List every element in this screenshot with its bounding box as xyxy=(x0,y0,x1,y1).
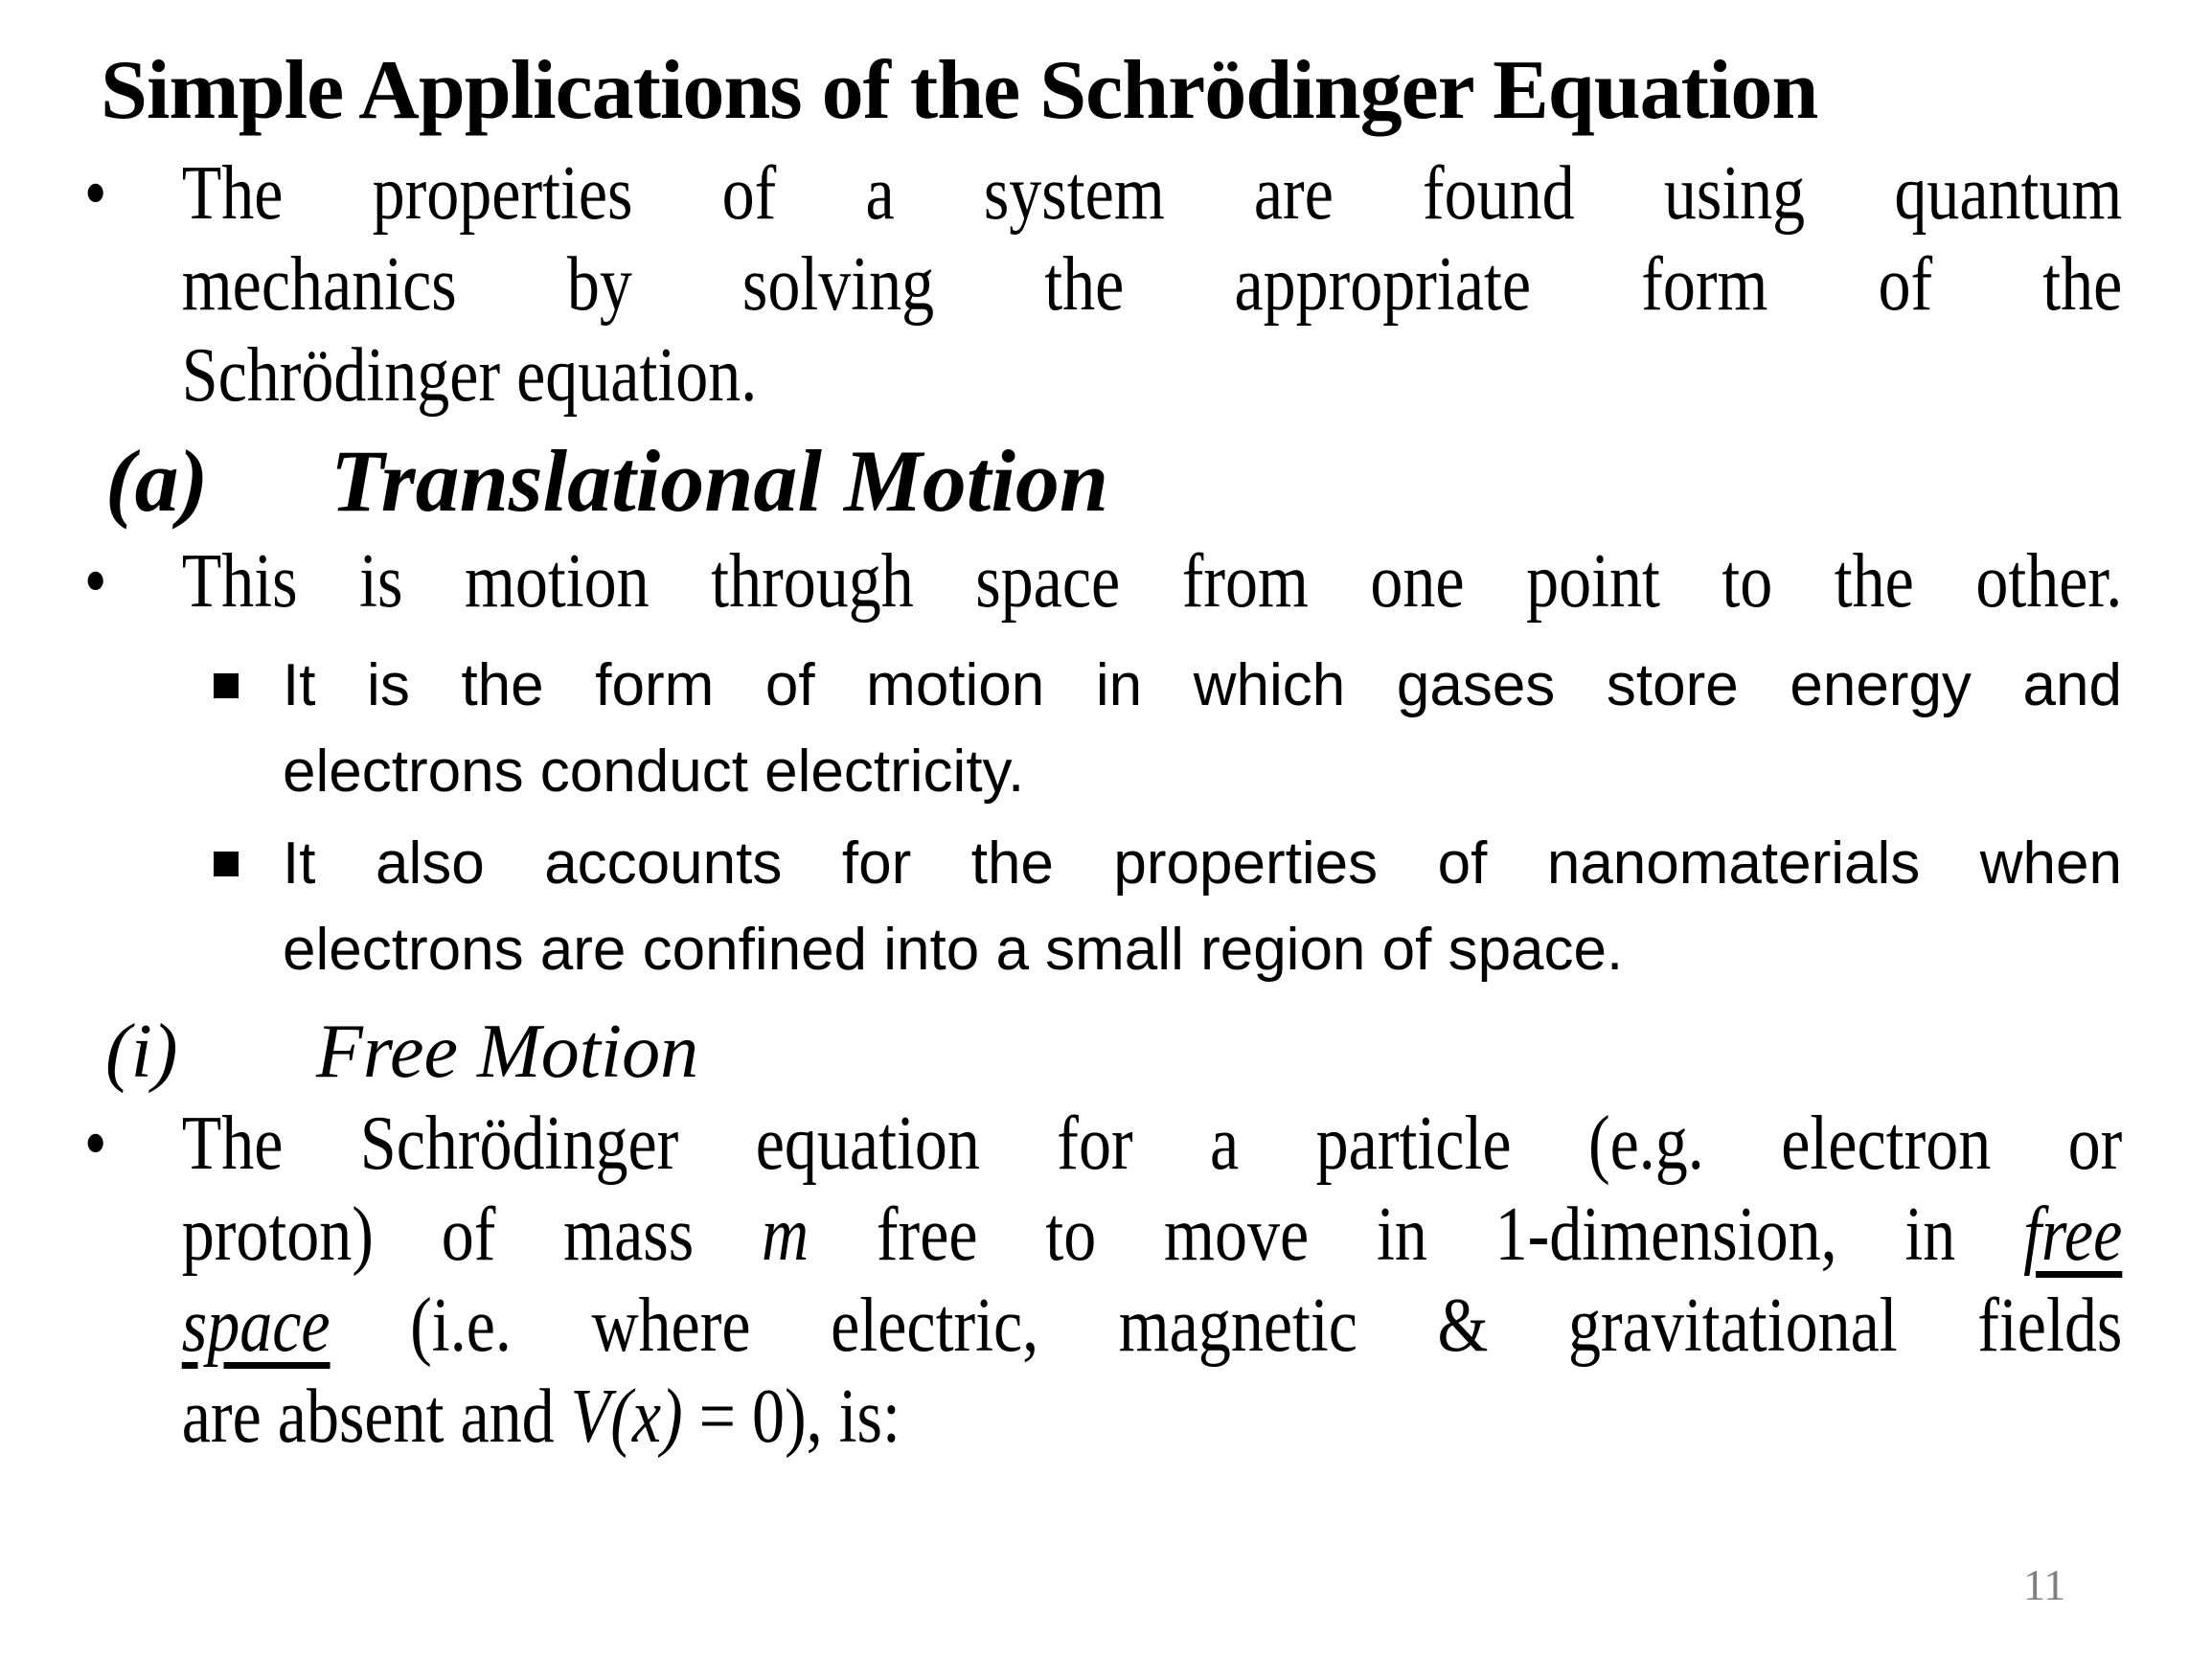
text-segment: = 0), is: xyxy=(682,1375,901,1459)
rich-line xyxy=(182,1372,2123,1463)
bullet-item-3-lines xyxy=(182,1099,2123,1463)
italic-term: V(x) xyxy=(570,1375,683,1459)
bullet-line: mechanics by solving the appropriate form of the xyxy=(181,242,2123,327)
text-segment: free to move in 1-dimension, in xyxy=(809,1193,2024,1277)
heading-label: (a) xyxy=(105,432,209,530)
rich-line xyxy=(182,1190,2123,1281)
sub-bullet-item-1-lines xyxy=(283,643,2122,815)
text-segment: proton) of mass xyxy=(181,1193,762,1277)
bullet-icon: • xyxy=(83,151,107,236)
sub-bullet-line: It is the form of motion in which gases store energy and xyxy=(283,652,2122,718)
section-heading-i xyxy=(105,1004,698,1100)
bullet-item-1-lines xyxy=(182,148,2123,421)
text-segment: The Schrödinger equation for a particle (e.g. electron or xyxy=(181,1102,2123,1186)
underlined-term: space xyxy=(181,1284,331,1368)
text-segment: (i.e. where electric, magnetic & gravitational fields xyxy=(330,1284,2123,1368)
bullet-item-3 xyxy=(72,1099,2122,1463)
sub-bullet-item-1 xyxy=(192,643,2122,815)
bullet-item-1 xyxy=(72,148,2122,421)
rich-line xyxy=(182,1281,2123,1372)
italic-term: m xyxy=(761,1193,810,1277)
heading-label: (i) xyxy=(105,1010,178,1094)
sub-bullet-line: It also accounts for the properties of nanomaterials when xyxy=(283,830,2122,897)
bullet-item-2 xyxy=(72,536,2122,627)
bullet-line: Schrödinger equation. xyxy=(181,333,758,418)
heading-text: Free Motion xyxy=(316,1010,699,1094)
bullet-item-2-lines xyxy=(182,536,2123,627)
square-bullet-icon xyxy=(214,852,239,876)
text-segment: are absent and xyxy=(181,1375,571,1459)
square-bullet-icon xyxy=(214,673,239,698)
bullet-icon: • xyxy=(83,539,107,624)
section-heading-a xyxy=(105,428,1108,534)
page-number: 11 xyxy=(2023,1560,2066,1609)
sub-bullet-line: electrons conduct electricity. xyxy=(283,739,1025,805)
sub-bullet-line: electrons are confined into a small region of space. xyxy=(283,917,1624,983)
underlined-term: free xyxy=(2023,1193,2123,1277)
sub-bullet-item-2 xyxy=(192,821,2122,993)
sub-bullet-item-2-lines xyxy=(283,821,2122,993)
rich-line xyxy=(182,1099,2123,1190)
heading-text: Translational Motion xyxy=(331,432,1109,530)
bullet-line: This is motion through space from one point to the other. xyxy=(181,539,2123,624)
slide-title: Simple Applications of the Schrödinger Equation xyxy=(101,44,1818,137)
bullet-icon: • xyxy=(83,1102,107,1186)
bullet-line: The properties of a system are found using quantum xyxy=(181,151,2123,236)
